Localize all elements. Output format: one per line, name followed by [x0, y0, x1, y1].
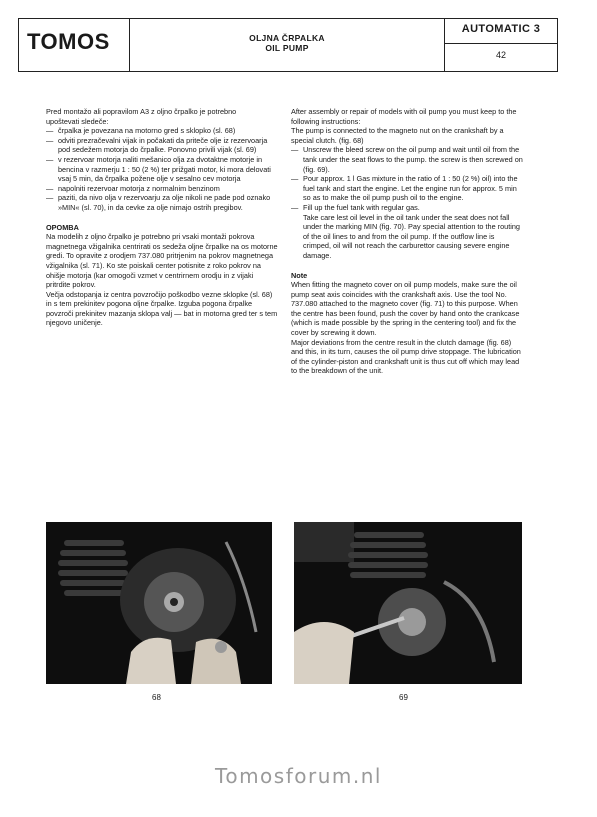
right-column: [291, 107, 523, 376]
dash-marker: —: [46, 135, 54, 145]
page-number: 42: [495, 50, 506, 60]
intro-line: Pred montažo ali popravilom A3 z oljno črpalko je potrebno: [46, 107, 237, 116]
dash-marker: —: [46, 193, 54, 203]
list-item: — Fill up the fuel tank with regular gas.: [291, 202, 420, 212]
dash-marker: —: [46, 154, 54, 164]
figure-69-caption: 69: [399, 693, 408, 702]
list-item: — Pour approx. 1 l Gas mixture in the ratio of 1 : 50 (2 %) oil) into the fuel tank and start the engine. Let the engine run for approx. 5 min so as to make the oil pump push oil to the engine.: [291, 174, 518, 203]
intro-line: upoštevati sledeče:: [46, 116, 109, 126]
oil-pump-bleed-photo: [294, 522, 522, 684]
dash-marker: —: [46, 183, 54, 193]
title-english: OIL PUMP: [265, 43, 309, 53]
list-item: — v rezervoar motorja naliti mešanico olja za dvotaktne motorje in bencina v razmerju 1 : 50 (2 %) ter prižgati motor, ki mora delovati vsaj 5 min, da črpalka požene olje v sesalno cev motorja: [46, 154, 271, 184]
left-column: [46, 107, 278, 328]
footer-watermark[interactable]: Tomosforum.nl: [215, 764, 382, 788]
list-item: — napolniti rezervoar motorja z normalnim benzinom: [46, 183, 220, 193]
figure-69-photo: [294, 522, 522, 684]
dash-marker: —: [46, 126, 54, 136]
dash-marker: —: [291, 174, 299, 184]
list-item: — paziti, da nivo olja v rezervoarju za olje nikoli ne pade pod oznako »MIN« (sl. 70), in da cevke za olje nimajo ostrih pregibov.: [46, 193, 271, 212]
series-label: AUTOMATIC 3: [461, 23, 541, 35]
note-paragraph: Večja odstopanja iz centra povzročijo poškodbo vezne sklopke (sl. 68) in s tem prekinitev pogona oljne črpalke. Izguba pogona črpalke povzroči prekinitev mazanja sklopa valj — bat in motorna gred ter s tem njegovo uničenje.: [46, 289, 278, 328]
list-item: — Unscrew the bleed screw on the oil pump and wait until oil from the tank under the seat flows to the pump. the screw is then screwed on (fig. 69).: [291, 145, 523, 174]
note-heading: OPOMBA: [46, 222, 79, 232]
intro-paragraph: After assembly or repair of models with oil pump you must keep to the following instructions:: [291, 107, 517, 126]
title-slovenian: OLJNA ČRPALKA: [249, 33, 325, 43]
engine-clutch-photo: [46, 522, 272, 684]
list-item: — črpalka je povezana na motorno gred s sklopko (sl. 68): [46, 126, 236, 136]
dash-marker: —: [291, 202, 299, 212]
figure-68-photo: [46, 522, 272, 684]
note-paragraph: Na modelih z oljno črpalko je potrebno pri vsaki montaži pokrova magnetnega vžigalnika centrirati os sedeža oljne črpalke na os motorne gredi. To opravite z orodjem 737.080 pritrjenim na pokrov magnetnega vžigalnika (sl. 71). Ko ste poiskali center potisnite z roko pokrov na ohišje motorja (kar omogoči vzmet v centrirnem orodju in z vijaki pritrdite pokrov.: [46, 232, 278, 290]
note-paragraph: Major deviations from the centre result in the clutch damage (fig. 68) and this, in its turn, causes the oil pump drive stoppage. The lubrication of the cylinder-piston and crankshaft unit is thus cut off which may lead to the breakdown of the unit.: [291, 337, 521, 376]
series-cell: [445, 19, 557, 71]
brand-logo: TOMOS: [27, 29, 110, 54]
intro-paragraph: The pump is connected to the magneto nut on the crankshaft by a special clutch. (fig. 68): [291, 126, 504, 145]
list-item: — odviti prezračevalni vijak in počakati da priteče olje iz rezervoarja pod sedežem motorja do črpalke. Ponovno privili vijak (sl. 69): [46, 135, 268, 155]
note-heading: Note: [291, 270, 308, 280]
page-header: [18, 18, 558, 72]
note-paragraph: When fitting the magneto cover on oil pump models, make sure the oil pump seat axis coincides with the crankshaft axis. Use the tool No. 737.080 attached to the magneto cover (fig. 71) to this purpose. When the centre has been found, push the cover by hand onto the crankcase (which is made possible by the spring in the centering tool) and fix the cover by screwing it down.: [291, 280, 520, 338]
figure-68-caption: 68: [152, 693, 161, 702]
brand-cell: [19, 19, 130, 71]
dash-marker: —: [291, 145, 299, 155]
caution-paragraph: Take care lest oil level in the oil tank under the seat does not fall under the marking MIN (fig. 70). Pay special attention to the routing of the oil lines to and from the oil pump. If the outflow line is crimped, oil will not reach the carburettor causing severe engine damage.: [303, 212, 520, 260]
title-cell: [130, 19, 445, 71]
